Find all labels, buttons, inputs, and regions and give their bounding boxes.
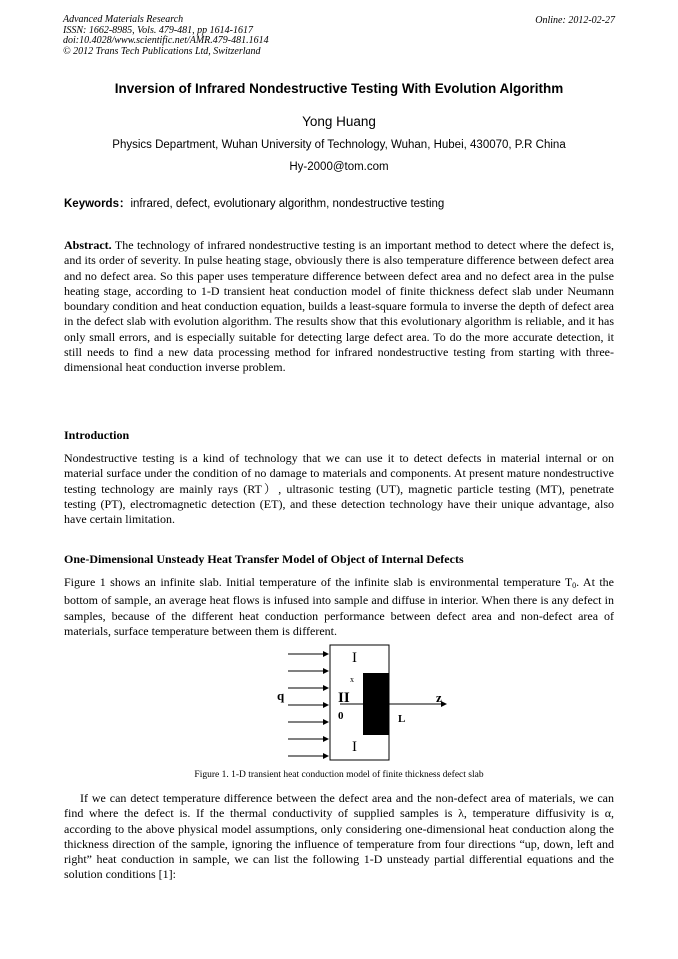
- introduction-paragraph: Nondestructive testing is a kind of technology that we can use it to detect defects in material internal or on material surface under the condition of no damage to materials and components. At present mature nondestructive testing technology are mainly rays (RT）, ultrasonic testing (UT), magnetic particle testing (MT), penetrate testing (PT), electromagnetic detection (ET), and these detection technology have their unique advantage, also have certain limitation.: [64, 451, 614, 527]
- figure-1-diagram: [260, 640, 460, 765]
- z-label: z: [436, 690, 442, 705]
- q-label: q: [277, 688, 285, 703]
- journal-name: Advanced Materials Research: [63, 14, 184, 25]
- model-heading: One-Dimensional Unsteady Heat Transfer Model of Object of Internal Defects: [64, 552, 464, 566]
- model-text-before: Figure 1 shows an infinite slab. Initial temperature of the infinite slab is environmental temperature T: [64, 575, 573, 589]
- paper-title: Inversion of Infrared Nondestructive Testing With Evolution Algorithm: [114, 81, 564, 96]
- region-label-bottom: I: [352, 739, 357, 755]
- figure-1-caption: Figure 1. 1-D transient heat conduction model of finite thickness defect slab: [194, 770, 484, 780]
- L-label: L: [398, 713, 406, 725]
- region-label-top: I: [352, 650, 357, 666]
- body-paragraph: If we can detect temperature difference between the defect area and the non-defect area of materials, we can find where the defect is. If the thermal conductivity of supplied samples is λ, temperature diffusivity is α, according to the above physical model assumptions, only considering one-dimensional heat conduction along the thickness direction of the sample, ignoring the influence of temperature from four directions “up, down, left and right” heat conduction in sample, we can list the following 1-D unsteady partial differential equations and the solution conditions [1]:: [64, 791, 614, 882]
- online-date: Online: 2012-02-27: [535, 15, 615, 26]
- origin-label: 0: [338, 710, 344, 722]
- abstract-label: Abstract.: [64, 238, 112, 252]
- journal-header: [63, 15, 269, 57]
- keywords-label: Keywords：: [64, 198, 131, 210]
- model-text-subscript: 0: [572, 581, 577, 590]
- keywords-line: [64, 195, 444, 211]
- x-label: x: [350, 675, 354, 684]
- author-name: Yong Huang: [302, 114, 376, 129]
- model-paragraph: [64, 575, 614, 639]
- model-text-after: . At the bottom of sample, an average heat flows is infused into sample and diffuse in interior. When there is any defect in samples, because of the different heat conduction performance between defect area and non-defect area of materials, surface temperature between them is different.: [64, 575, 614, 638]
- abstract-paragraph: [64, 238, 614, 376]
- issn-line: ISSN: 1662-8985, Vols. 479-481, pp 1614-1617: [63, 24, 253, 36]
- copyright-line: © 2012 Trans Tech Publications Ltd, Switzerland: [63, 45, 261, 57]
- doi-line: doi:10.4028/www.scientific.net/AMR.479-481.1614: [63, 35, 269, 46]
- region-label-middle: II: [338, 690, 350, 706]
- abstract-text: The technology of infrared nondestructive testing is an important method to detect where the defect is, and its order of severity. In pulse heating stage, obviously there is also temperature difference between defect area and no defect area. So this paper uses temperature difference between defect area and no defect area in the pulse heating stage, according to 1-D transient heat conduction model of finite thickness defect slab under Neumann boundary condition and heat conduction equation, builds a least-square formula to inverse the depth of defect area in the defect slab with evolution algorithm. The results show that this evolutionary algorithm is reliable, and it has only small errors, and is especially suitable for detecting large defect area. To do the more accurate detection, it still needs to find a new data processing method for infrared nondestructive testing from starting with three-dimensional heat conduction inverse problem.: [64, 238, 614, 375]
- affiliation: Physics Department, Wuhan University of Technology, Wuhan, Hubei, 430070, P.R China: [112, 139, 566, 151]
- introduction-heading: Introduction: [64, 428, 130, 442]
- author-email: Hy-2000@tom.com: [289, 161, 389, 173]
- heat-flux-arrows: [288, 654, 328, 756]
- keywords-text: infrared, defect, evolutionary algorithm, nondestructive testing: [130, 198, 445, 210]
